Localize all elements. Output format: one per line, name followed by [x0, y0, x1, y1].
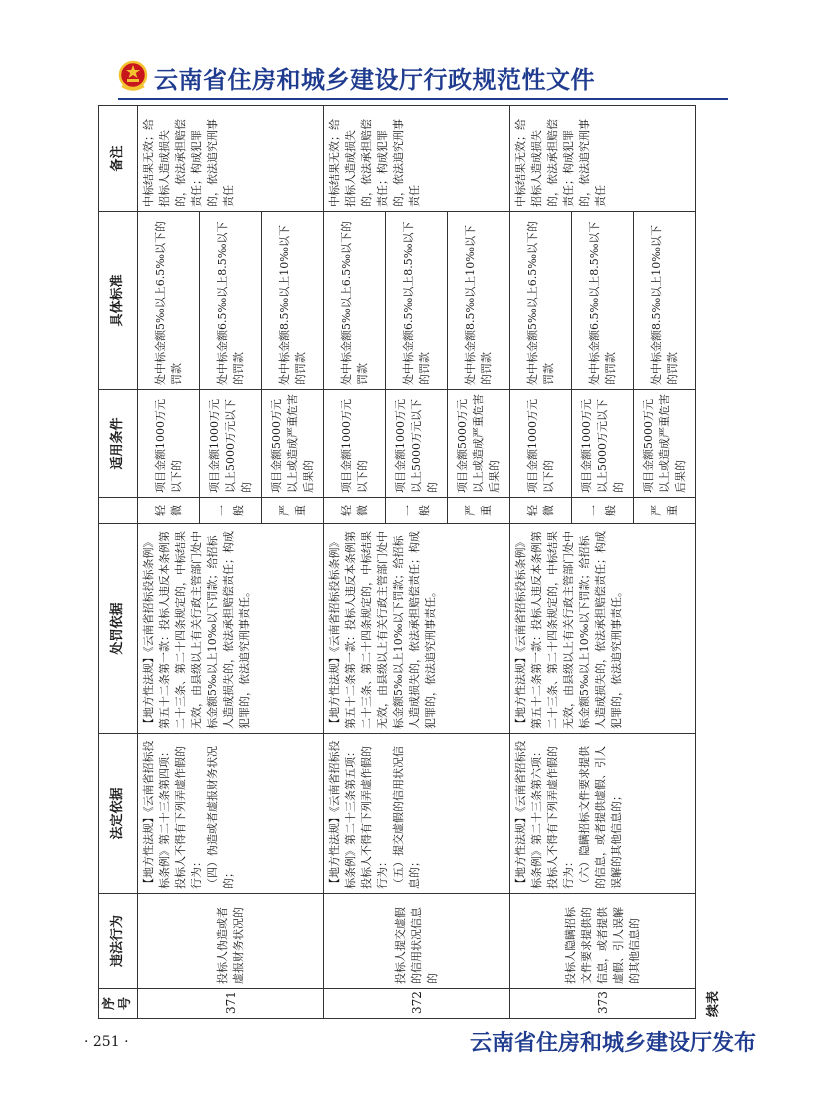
cell-standard: 处中标金额6.5‰以上8.5‰以下的罚款: [200, 212, 262, 390]
page-header: [118, 58, 758, 98]
cell-condition: 项目金额1000万元以上5000万元以下的: [572, 390, 634, 498]
cell-condition: 项目金额1000万元以下的: [138, 390, 200, 498]
cell-standard: 处中标金额5‰以上6.5‰以下的罚款: [324, 212, 386, 390]
cell-condition: 项目金额1000万元以下的: [324, 390, 386, 498]
table-body: [138, 106, 696, 1019]
cell-note: 中标结果无效；给招标人造成损失的，依法承担赔偿责任；构成犯罪的，依法追究刑事责任: [138, 106, 324, 212]
cell-level: 轻微: [510, 498, 572, 524]
cell-level: 轻微: [138, 498, 200, 524]
cell-level: 一般: [386, 498, 448, 524]
cell-seq: 371: [138, 989, 324, 1019]
header-legal-basis: 法定依据: [99, 734, 138, 894]
table-row: [510, 106, 572, 1019]
header-level: [99, 498, 138, 524]
table-header-row: [99, 106, 138, 1019]
cell-note: 中标结果无效；给招标人造成损失的，依法承担赔偿责任；构成犯罪的，依法追究刑事责任: [510, 106, 696, 212]
cell-level: 严重: [634, 498, 696, 524]
cell-condition: 项目金额1000万元以上5000万元以下的: [200, 390, 262, 498]
cell-level: 一般: [572, 498, 634, 524]
cell-standard: 处中标金额8.5‰以上10‰以下的罚款: [262, 212, 324, 390]
header-condition: 适用条件: [99, 390, 138, 498]
page-number: · 251 ·: [84, 1034, 129, 1050]
cell-penalty-basis: 【地方性法规】《云南省招标投标条例》第五十二条第一款：投标人违反本条例第二十三条、第二十四条规定的，中标结果无效，由县级以上有关行政主管部门处中标金额5‰以上10‰以下罚款；给招标人造成损失的，依法承担赔偿责任；构成犯罪的，依法追究刑事责任。: [510, 524, 696, 734]
cell-condition: 项目金额5000万元以上或造成严重危害后果的: [262, 390, 324, 498]
header-divider: [118, 98, 728, 100]
header-penalty-basis: 处罚依据: [99, 524, 138, 734]
cell-behavior: 投标人提交虚假的信用状况信息的: [324, 894, 510, 989]
cell-condition: 项目金额5000万元以上或造成严重危害后果的: [448, 390, 510, 498]
cell-condition: 项目金额1000万元以下的: [510, 390, 572, 498]
cell-condition: 项目金额1000万元以上5000万元以下的: [386, 390, 448, 498]
cell-condition: 项目金额5000万元以上或造成严重危害后果的: [634, 390, 696, 498]
cell-behavior: 投标人伪造或者虚报财务状况的: [138, 894, 324, 989]
cell-seq: 372: [324, 989, 510, 1019]
cell-legal-basis: 【地方性法规】《云南省招标投标条例》第二十三条第四项：投标人不得有下列弄虚作假的行为： （四）伪造或者虚报财务状况的；: [138, 734, 324, 894]
cell-penalty-basis: 【地方性法规】《云南省招标投标条例》第五十二条第一款：投标人违反本条例第二十三条、第二十四条规定的，中标结果无效，由县级以上有关行政主管部门处中标金额5‰以上10‰以下罚款；给招标人造成损失的，依法承担赔偿责任；构成犯罪的，依法追究刑事责任。: [324, 524, 510, 734]
cell-level: 轻微: [324, 498, 386, 524]
penalty-table: [98, 105, 696, 1019]
cell-standard: 处中标金额6.5‰以上8.5‰以下的罚款: [572, 212, 634, 390]
cell-standard: 处中标金额5‰以上6.5‰以下的罚款: [510, 212, 572, 390]
rotated-table-wrapper: [98, 106, 722, 1019]
cell-level: 一般: [200, 498, 262, 524]
header-standard: 具体标准: [99, 212, 138, 390]
cell-level: 严重: [262, 498, 324, 524]
continued-label: 续表: [706, 990, 721, 1017]
national-emblem-icon: [118, 60, 148, 92]
cell-seq: 373: [510, 989, 696, 1019]
rotated-table-page: [98, 106, 722, 1019]
cell-behavior: 投标人隐瞒招标文件要求提供的信息，或者提供虚假、引人误解的其他信息的: [510, 894, 696, 989]
cell-level: 严重: [448, 498, 510, 524]
header-behavior: 违法行为: [99, 894, 138, 989]
cell-penalty-basis: 【地方性法规】《云南省招标投标条例》第五十二条第一款：投标人违反本条例第二十三条、第二十四条规定的，中标结果无效，由县级以上有关行政主管部门处中标金额5‰以上10‰以下罚款；给招标人造成损失的，依法承担赔偿责任；构成犯罪的，依法追究刑事责任。: [138, 524, 324, 734]
cell-standard: 处中标金额5‰以上6.5‰以下的罚款: [138, 212, 200, 390]
header-title: 云南省住房和城乡建设厅行政规范性文件: [154, 66, 595, 94]
header-seq: 序号: [99, 989, 138, 1019]
cell-legal-basis: 【地方性法规】《云南省招标投标条例》第二十三条第六项：投标人不得有下列弄虚作假的行为： （六）隐瞒招标文件要求提供的信息，或者提供虚假、引人误解的其他信息的；: [510, 734, 696, 894]
cell-standard: 处中标金额8.5‰以上10‰以下的罚款: [448, 212, 510, 390]
table-row: [138, 106, 200, 1019]
cell-note: 中标结果无效；给招标人造成损失的，依法承担赔偿责任；构成犯罪的，依法追究刑事责任: [324, 106, 510, 212]
cell-standard: 处中标金额6.5‰以上8.5‰以下的罚款: [386, 212, 448, 390]
footer-publisher: 云南省住房和城乡建设厅发布: [470, 1031, 757, 1056]
cell-standard: 处中标金额8.5‰以上10‰以下的罚款: [634, 212, 696, 390]
cell-legal-basis: 【地方性法规】《云南省招标投标条例》第二十三条第五项：投标人不得有下列弄虚作假的行为： （五）提交虚假的信用状况信息的；: [324, 734, 510, 894]
header-note: 备注: [99, 106, 138, 212]
table-row: [324, 106, 386, 1019]
